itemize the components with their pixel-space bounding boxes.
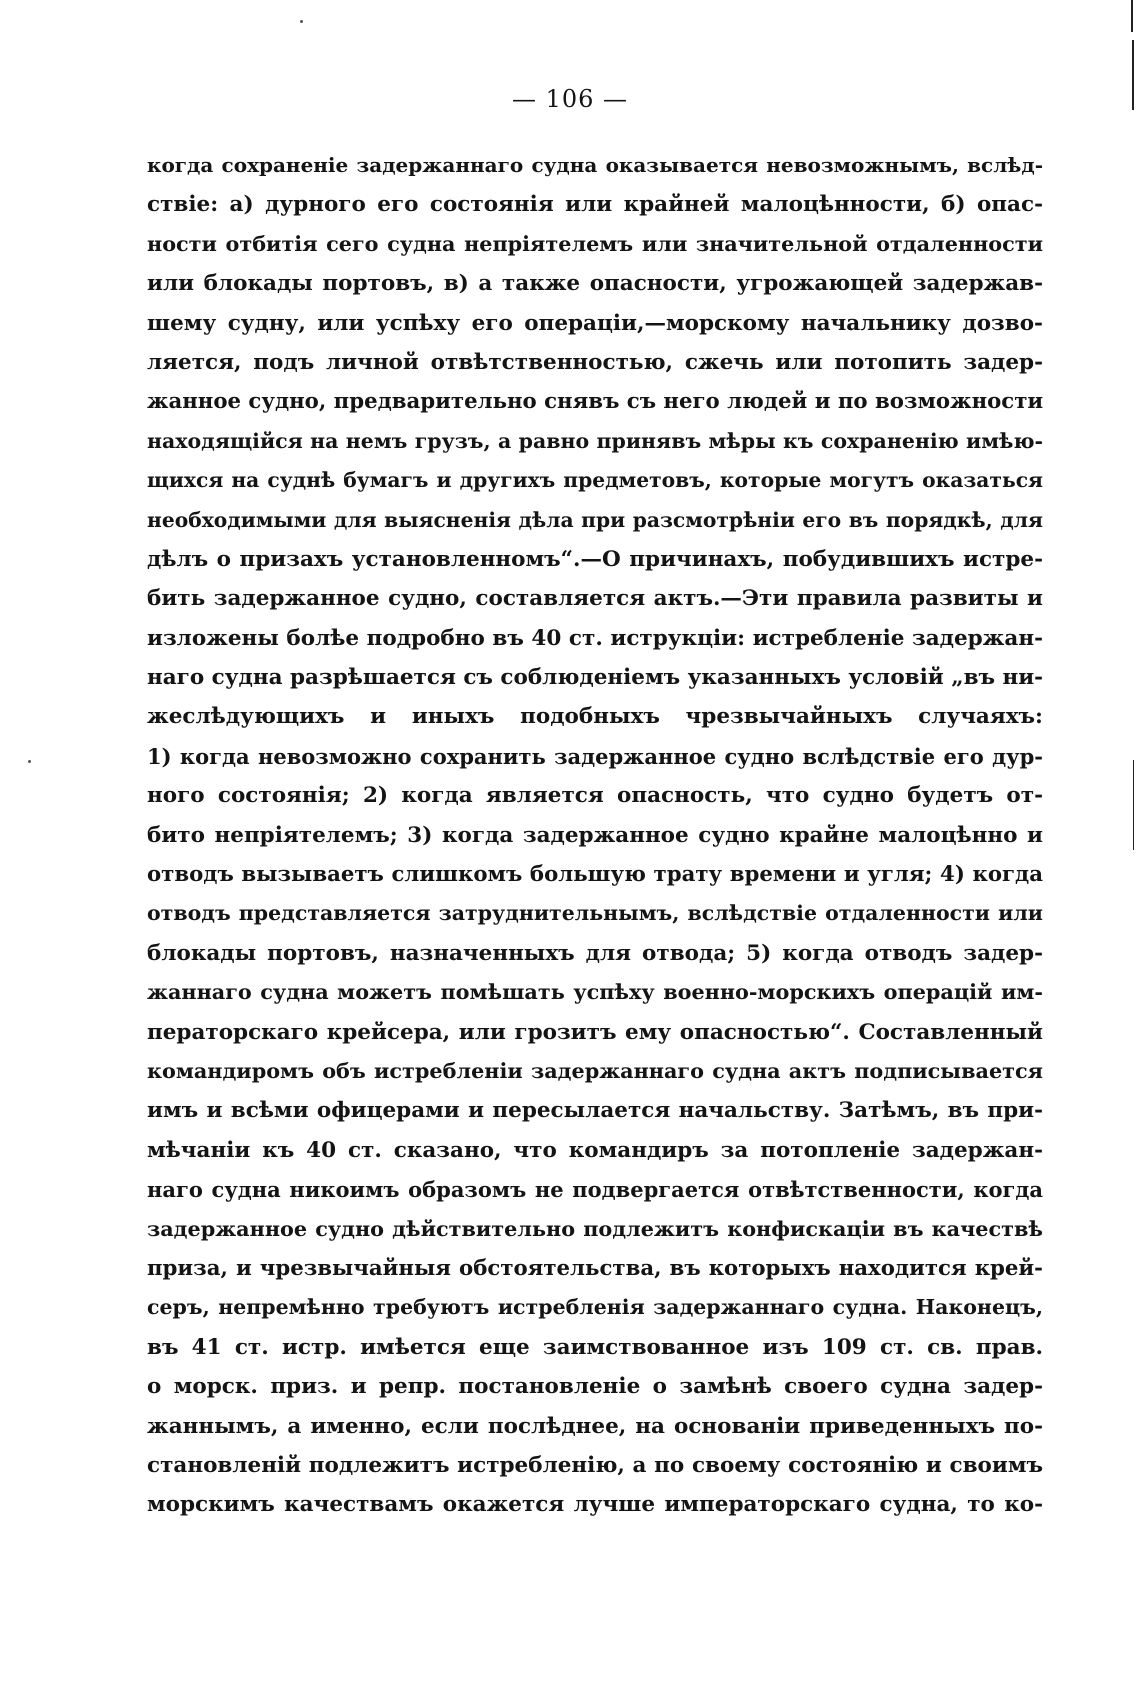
text-line: жаннымъ, а именно, если послѣднее, на основаніи приведенныхъ по- (147, 1413, 1043, 1439)
text-line: жанное судно, предварительно снявъ съ него людей и по возможности (147, 389, 1044, 415)
scan-edge-mark (1133, 760, 1134, 850)
text-line: шему судну, или успѣху его операціи,—морскому начальнику дозво- (147, 310, 1043, 336)
scan-edge-mark (1132, 40, 1134, 110)
text-line: необходимыми для выясненія дѣла при разсмотрѣніи его въ порядкѣ, для (147, 507, 1043, 532)
scan-speck (28, 760, 31, 763)
text-line: жаннаго судна можетъ помѣшать успѣху военно-морскихъ операцій им- (147, 980, 1043, 1005)
text-line: ператорскаго крейсера, или грозитъ ему опасностью“. Составленный (147, 1019, 1043, 1045)
text-line: о морск. приз. и репр. постановленіе о замѣнѣ своего судна задер- (147, 1374, 1043, 1400)
text-line: мѣчаніи къ 40 ст. сказано, что командиръ за потопленіе задержан- (147, 1137, 1043, 1163)
text-line: становленій подлежитъ истребленію, а по своему состоянію и своимъ (147, 1452, 1043, 1478)
text-line: ного состоянія; 2) когда является опасность, что судно будетъ от- (147, 783, 1043, 809)
text-line: серъ, непремѣнно требуютъ истребленія задержаннаго судна. Наконецъ, (147, 1295, 1043, 1320)
text-line: наго судна никоимъ образомъ не подвергается отвѣтственности, когда (147, 1177, 1043, 1203)
scan-edge-mark (1131, 0, 1133, 32)
text-line: отводъ вызываетъ слишкомъ большую трату времени и угля; 4) когда (147, 862, 1043, 888)
text-line: наго судна разрѣшается съ соблюденіемъ указанныхъ условій „въ ни- (147, 665, 1044, 691)
text-line: 1) когда невозможно сохранить задержанное судно вслѣдствіе его дур- (147, 743, 1043, 769)
text-line: изложены болѣе подробно въ 40 ст. иструкціи: истребленіе задержан- (147, 625, 1043, 651)
text-line: командиромъ объ истребленіи задержаннаго судна актъ подписывается (147, 1058, 1043, 1083)
scan-speck (300, 20, 303, 23)
text-line: приза, и чрезвычайныя обстоятельства, въ которыхъ находится крей- (147, 1255, 1043, 1281)
text-line: блокады портовъ, назначенныхъ для отвода; 5) когда отводъ задер- (147, 940, 1043, 966)
text-line: щихся на суднѣ бумагъ и другихъ предметовъ, которые могутъ оказаться (147, 468, 1043, 493)
text-line: ствіе: а) дурного его состоянія или крайней малоцѣнности, б) опас- (147, 192, 1043, 218)
text-line: въ 41 ст. истр. имѣется еще заимствованное изъ 109 ст. св. прав. (147, 1334, 1043, 1360)
text-line: ности отбитія сего судна непріятелемъ или значительной отдаленности (147, 231, 1043, 256)
text-line: бить задержанное судно, составляется актъ.—Эти правила развиты и (147, 586, 1043, 612)
text-line: бито непріятелемъ; 3) когда задержанное судно крайне малоцѣнно и (147, 822, 1043, 848)
text-line: жеслѣдующихъ и иныхъ подобныхъ чрезвычайныхъ случаяхъ: (147, 704, 1043, 730)
text-line: ляется, подъ личной отвѣтственностью, сжечь или потопить задер- (147, 349, 1043, 375)
text-line: отводъ представляется затруднительнымъ, вслѣдствіе отдаленности или (147, 901, 1043, 926)
text-line: морскимъ качествамъ окажется лучше императорскаго судна, то ко- (147, 1492, 1043, 1518)
text-line: задержанное судно дѣйствительно подлежитъ конфискаціи въ качествѣ (147, 1216, 1043, 1241)
text-line: дѣлъ о призахъ установленномъ“.—О причинахъ, побудившихъ истре- (147, 546, 1043, 572)
text-line: имъ и всѣми офицерами и пересылается начальству. Затѣмъ, въ при- (147, 1098, 1043, 1124)
text-line: находящійся на немъ грузъ, а равно принявъ мѣры къ сохраненію имѣю- (147, 428, 1043, 453)
page-number: — 106 — (511, 85, 629, 113)
text-line: когда сохраненіе задержаннаго судна оказывается невозможнымъ, вслѣд- (147, 153, 1043, 177)
text-line: или блокады портовъ, в) а также опасности, угрожающей задержав- (147, 271, 1043, 297)
body-text (147, 146, 1043, 1525)
